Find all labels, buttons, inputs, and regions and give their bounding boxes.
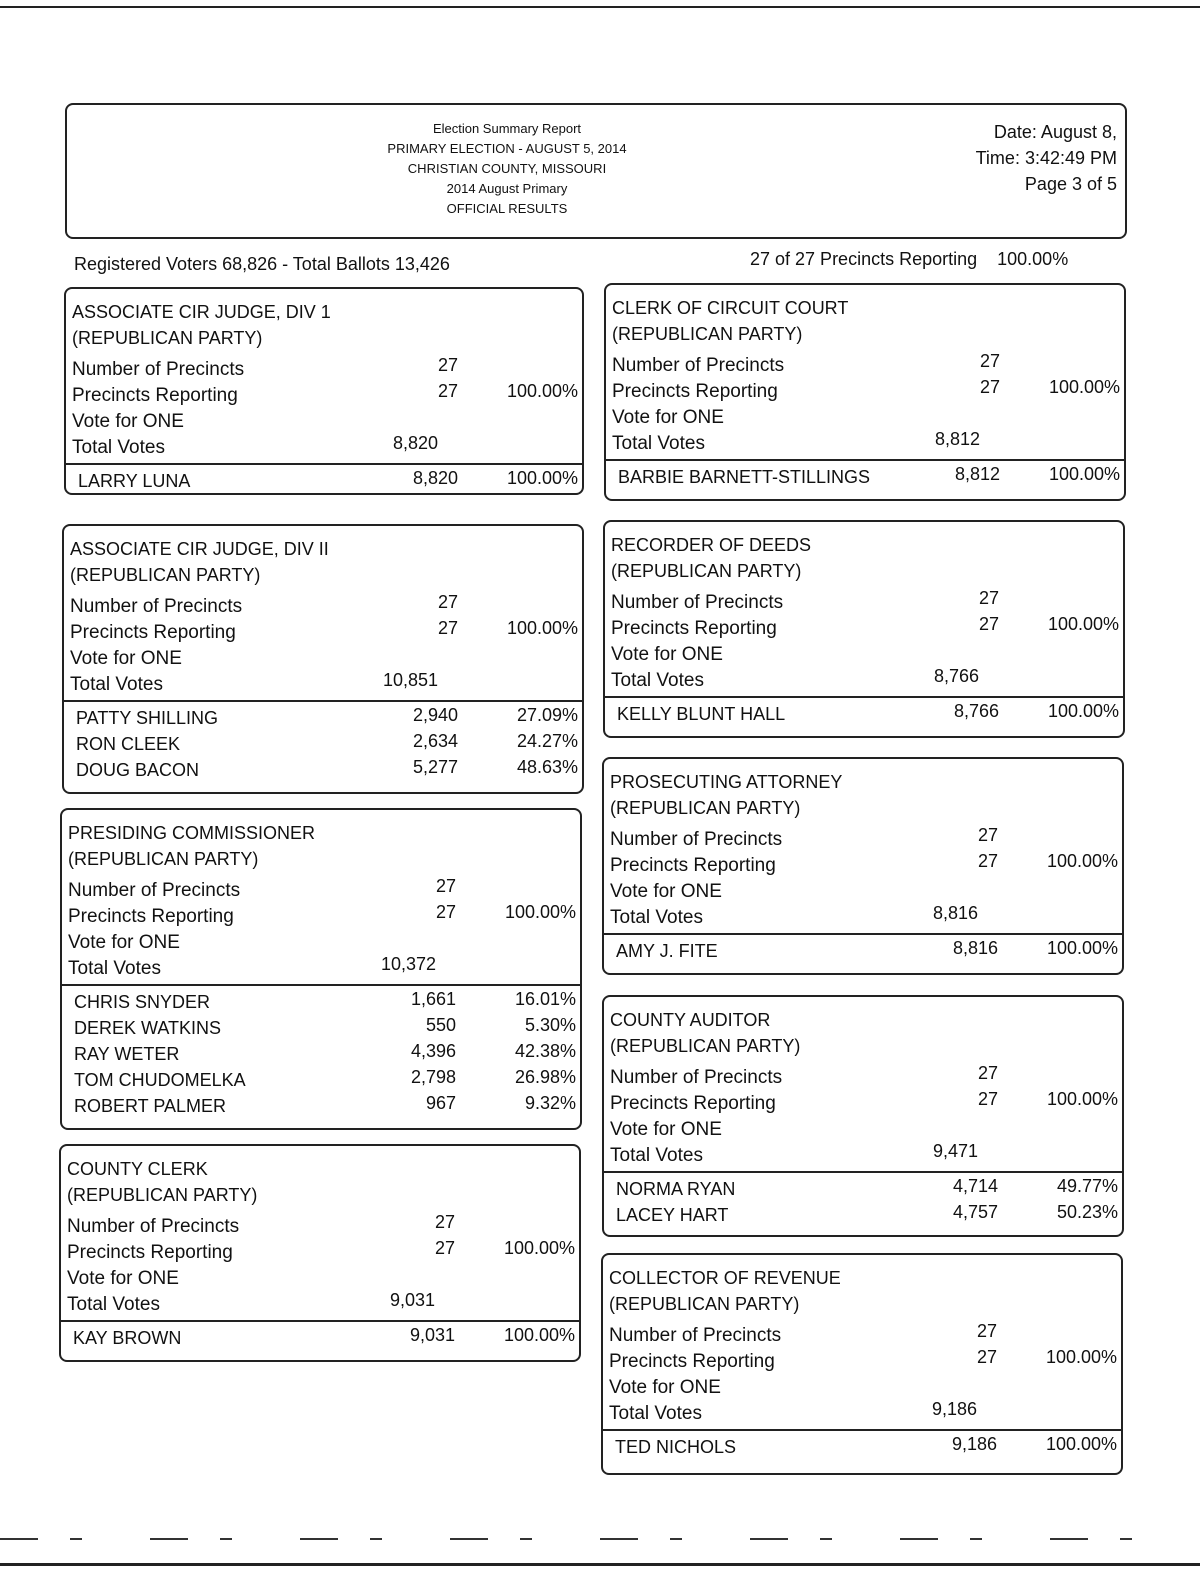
candidate-votes: 1,661 xyxy=(410,989,456,1009)
total-votes-label: Total Votes xyxy=(611,670,704,691)
number-of-precincts-value: 27 xyxy=(977,1063,998,1083)
number-of-precincts-value: 27 xyxy=(977,825,998,845)
total-votes-value: 9,031 xyxy=(389,1290,435,1310)
race-box xyxy=(60,808,582,1130)
precincts-reporting-value: 27 xyxy=(977,1089,998,1109)
number-of-precincts-value: 27 xyxy=(437,355,458,375)
candidate-pct: 16.01% xyxy=(514,989,576,1009)
candidate-name: ROBERT PALMER xyxy=(74,1096,227,1116)
precincts-reporting-label: Precincts Reporting xyxy=(611,618,777,639)
vote-for-label: Vote for ONE xyxy=(609,1377,721,1398)
candidate-votes: 9,186 xyxy=(951,1434,997,1454)
precincts-reporting-label: Precincts Reporting xyxy=(67,1242,233,1263)
results-divider xyxy=(606,459,1124,461)
precincts-reporting-label: Precincts Reporting xyxy=(610,855,776,876)
race-party: (REPUBLICAN PARTY) xyxy=(609,1294,800,1314)
race-party: (REPUBLICAN PARTY) xyxy=(612,324,803,344)
total-votes-value: 9,471 xyxy=(932,1141,978,1161)
results-divider xyxy=(604,1171,1122,1173)
vote-for-label: Vote for ONE xyxy=(67,1268,179,1289)
precincts-reporting-pct: 100.00% xyxy=(506,381,578,401)
number-of-precincts-value: 27 xyxy=(978,588,999,608)
candidate-pct: 100.00% xyxy=(1046,938,1118,958)
race-title: ASSOCIATE CIR JUDGE, DIV II xyxy=(70,539,329,559)
precincts-reporting-value: 27 xyxy=(977,851,998,871)
candidate-name: KELLY BLUNT HALL xyxy=(617,704,786,724)
total-votes-value: 10,851 xyxy=(382,670,438,690)
total-votes-value: 8,816 xyxy=(932,903,978,923)
candidate-pct: 100.00% xyxy=(1045,1434,1117,1454)
precincts-reporting-label: Precincts Reporting xyxy=(612,381,778,402)
results-divider xyxy=(66,463,582,465)
race-box xyxy=(59,1144,581,1362)
total-votes-label: Total Votes xyxy=(67,1294,160,1315)
precincts-reporting-label: Precincts Reporting xyxy=(72,385,238,406)
precincts-reporting-pct: 100.00% xyxy=(503,1238,575,1258)
precincts-reporting-value: 27 xyxy=(979,377,1000,397)
race-title-block xyxy=(609,1265,841,1317)
total-votes-label: Total Votes xyxy=(610,1145,703,1166)
race-party: (REPUBLICAN PARTY) xyxy=(68,849,259,869)
top-rule xyxy=(0,6,1200,8)
precincts-reporting-label: Precincts Reporting xyxy=(70,622,236,643)
page-number: Page 3 of 5 xyxy=(1024,174,1117,194)
candidate-votes: 8,816 xyxy=(952,938,998,958)
vote-for-label: Vote for ONE xyxy=(68,932,180,953)
candidate-name: DEREK WATKINS xyxy=(74,1018,222,1038)
race-box xyxy=(601,1253,1123,1475)
candidate-votes: 8,812 xyxy=(954,464,1000,484)
results-divider xyxy=(604,933,1122,935)
race-box xyxy=(604,283,1126,501)
vote-for-label: Vote for ONE xyxy=(70,648,182,669)
race-title-block xyxy=(68,820,315,872)
total-votes-value: 8,766 xyxy=(933,666,979,686)
candidate-name: AMY J. FITE xyxy=(616,941,718,961)
candidate-pct: 100.00% xyxy=(1048,464,1120,484)
candidate-votes: 5,277 xyxy=(412,757,458,777)
precincts-reporting-value: 27 xyxy=(978,614,999,634)
number-of-precincts-label: Number of Precincts xyxy=(72,359,245,380)
results-divider xyxy=(603,1429,1121,1431)
race-title-block xyxy=(612,295,848,347)
candidate-votes: 9,031 xyxy=(409,1325,455,1345)
candidate-name: CHRIS SNYDER xyxy=(74,992,211,1012)
candidate-pct: 24.27% xyxy=(516,731,578,751)
race-title-block xyxy=(72,299,331,351)
election-label: 2014 August Primary xyxy=(446,181,568,196)
candidate-votes: 8,766 xyxy=(953,701,999,721)
candidate-pct: 100.00% xyxy=(503,1325,575,1345)
candidate-name: DOUG BACON xyxy=(76,760,200,780)
candidate-pct: 9.32% xyxy=(524,1093,576,1113)
race-title: COLLECTOR OF REVENUE xyxy=(609,1268,841,1288)
number-of-precincts-label: Number of Precincts xyxy=(610,1067,783,1088)
race-title-block xyxy=(610,1007,800,1059)
race-party: (REPUBLICAN PARTY) xyxy=(72,328,263,348)
race-party: (REPUBLICAN PARTY) xyxy=(70,565,261,585)
race-title-block xyxy=(611,532,811,584)
race-title: COUNTY CLERK xyxy=(67,1159,208,1179)
bottom-rule xyxy=(0,1563,1200,1566)
registered-voters-summary: Registered Voters 68,826 - Total Ballots 13,426 xyxy=(74,254,450,274)
vote-for-label: Vote for ONE xyxy=(610,881,722,902)
candidate-name: PATTY SHILLING xyxy=(76,708,219,728)
candidate-votes: 4,757 xyxy=(952,1202,998,1222)
results-status: OFFICIAL RESULTS xyxy=(446,201,568,216)
number-of-precincts-label: Number of Precincts xyxy=(612,355,785,376)
precincts-reporting-pct: 100.00% xyxy=(506,618,578,638)
candidate-name: TED NICHOLS xyxy=(615,1437,737,1457)
race-title: PRESIDING COMMISSIONER xyxy=(68,823,316,843)
total-votes-value: 9,186 xyxy=(931,1399,977,1419)
results-divider xyxy=(62,984,580,986)
precincts-summary xyxy=(750,249,1068,270)
report-title: Election Summary Report xyxy=(432,121,582,136)
candidate-name: KAY BROWN xyxy=(73,1328,182,1348)
total-votes-value: 8,812 xyxy=(934,429,980,449)
total-votes-value: 8,820 xyxy=(392,433,438,453)
total-votes-label: Total Votes xyxy=(609,1403,702,1424)
race-box xyxy=(602,995,1124,1237)
precincts-reporting-pct: 100.00% xyxy=(1046,1089,1118,1109)
candidate-votes: 2,634 xyxy=(412,731,458,751)
number-of-precincts-label: Number of Precincts xyxy=(609,1325,782,1346)
precincts-reporting-pct: 100.00% xyxy=(1047,614,1119,634)
number-of-precincts-value: 27 xyxy=(976,1321,997,1341)
total-votes-value: 10,372 xyxy=(380,954,436,974)
candidate-votes: 4,396 xyxy=(410,1041,456,1061)
precincts-reporting-pct: 100.00% xyxy=(1048,377,1120,397)
vote-for-label: Vote for ONE xyxy=(612,407,724,428)
number-of-precincts-value: 27 xyxy=(437,592,458,612)
total-votes-label: Total Votes xyxy=(68,958,161,979)
number-of-precincts-value: 27 xyxy=(435,876,456,896)
candidate-votes: 8,820 xyxy=(412,468,458,488)
race-title: PROSECUTING ATTORNEY xyxy=(610,772,843,792)
number-of-precincts-label: Number of Precincts xyxy=(68,880,241,901)
race-party: (REPUBLICAN PARTY) xyxy=(610,1036,801,1056)
race-title: RECORDER OF DEEDS xyxy=(611,535,812,555)
bottom-dash-rule xyxy=(0,1538,1200,1540)
county-name: CHRISTIAN COUNTY, MISSOURI xyxy=(407,161,607,176)
candidate-votes: 2,940 xyxy=(412,705,458,725)
race-box xyxy=(64,287,584,495)
candidate-votes: 967 xyxy=(425,1093,456,1113)
total-votes-label: Total Votes xyxy=(610,907,703,928)
precincts-reporting-value: 27 xyxy=(434,1238,455,1258)
report-title-block xyxy=(367,119,647,219)
vote-for-label: Vote for ONE xyxy=(72,411,184,432)
election-name: PRIMARY ELECTION - AUGUST 5, 2014 xyxy=(387,141,627,156)
precincts-reporting-label: Precincts Reporting xyxy=(610,1093,776,1114)
vote-for-label: Vote for ONE xyxy=(610,1119,722,1140)
candidate-pct: 27.09% xyxy=(516,705,578,725)
candidate-votes: 550 xyxy=(425,1015,456,1035)
total-votes-label: Total Votes xyxy=(72,437,165,458)
race-title: COUNTY AUDITOR xyxy=(610,1010,771,1030)
number-of-precincts-label: Number of Precincts xyxy=(70,596,243,617)
precincts-reporting-pct: 100.00% xyxy=(1045,1347,1117,1367)
precincts-reporting-label: Precincts Reporting xyxy=(609,1351,775,1372)
race-party: (REPUBLICAN PARTY) xyxy=(611,561,802,581)
vote-for-label: Vote for ONE xyxy=(611,644,723,665)
candidate-pct: 50.23% xyxy=(1056,1202,1118,1222)
results-divider xyxy=(64,700,582,702)
number-of-precincts-label: Number of Precincts xyxy=(610,829,783,850)
race-title-block xyxy=(67,1156,257,1208)
precincts-reporting-pct: 100.00% xyxy=(1046,851,1118,871)
number-of-precincts-label: Number of Precincts xyxy=(611,592,784,613)
candidate-pct: 26.98% xyxy=(514,1067,576,1087)
candidate-pct: 100.00% xyxy=(506,468,578,488)
candidate-pct: 42.38% xyxy=(514,1041,576,1061)
candidate-name: LARRY LUNA xyxy=(78,471,191,491)
report-time: Time: 3:42:49 PM xyxy=(975,148,1117,168)
precincts-reporting-label: Precincts Reporting xyxy=(68,906,234,927)
candidate-pct: 5.30% xyxy=(524,1015,576,1035)
report-header xyxy=(65,103,1127,239)
number-of-precincts-value: 27 xyxy=(979,351,1000,371)
total-votes-label: Total Votes xyxy=(612,433,705,454)
candidate-name: NORMA RYAN xyxy=(616,1179,736,1199)
race-title-block xyxy=(70,536,329,588)
total-votes-label: Total Votes xyxy=(70,674,163,695)
results-divider xyxy=(61,1320,579,1322)
candidate-name: RON CLEEK xyxy=(76,734,181,754)
candidate-votes: 4,714 xyxy=(952,1176,998,1196)
race-party: (REPUBLICAN PARTY) xyxy=(610,798,801,818)
candidate-name: BARBIE BARNETT-STILLINGS xyxy=(618,467,871,487)
number-of-precincts-label: Number of Precincts xyxy=(67,1216,240,1237)
race-box xyxy=(62,524,584,794)
precincts-reporting-value: 27 xyxy=(976,1347,997,1367)
candidate-name: LACEY HART xyxy=(616,1205,729,1225)
report-meta xyxy=(976,119,1117,197)
race-box xyxy=(603,520,1125,738)
results-divider xyxy=(605,696,1123,698)
candidate-name: TOM CHUDOMELKA xyxy=(74,1070,246,1090)
precincts-reporting-text: 27 of 27 Precincts Reporting xyxy=(750,249,978,269)
candidate-name: RAY WETER xyxy=(74,1044,180,1064)
number-of-precincts-value: 27 xyxy=(434,1212,455,1232)
race-title: CLERK OF CIRCUIT COURT xyxy=(612,298,849,318)
race-box xyxy=(602,757,1124,975)
race-title-block xyxy=(610,769,842,821)
precincts-reporting-value: 27 xyxy=(437,618,458,638)
race-title: ASSOCIATE CIR JUDGE, DIV 1 xyxy=(72,302,331,322)
precincts-reporting-pct: 100.00% xyxy=(504,902,576,922)
candidate-pct: 48.63% xyxy=(516,757,578,777)
precincts-reporting-value: 27 xyxy=(435,902,456,922)
candidate-votes: 2,798 xyxy=(410,1067,456,1087)
report-date: Date: August 8, xyxy=(993,122,1117,142)
candidate-pct: 100.00% xyxy=(1047,701,1119,721)
race-party: (REPUBLICAN PARTY) xyxy=(67,1185,258,1205)
candidate-pct: 49.77% xyxy=(1056,1176,1118,1196)
precincts-reporting-value: 27 xyxy=(437,381,458,401)
precincts-reporting-pct: 100.00% xyxy=(997,249,1069,269)
